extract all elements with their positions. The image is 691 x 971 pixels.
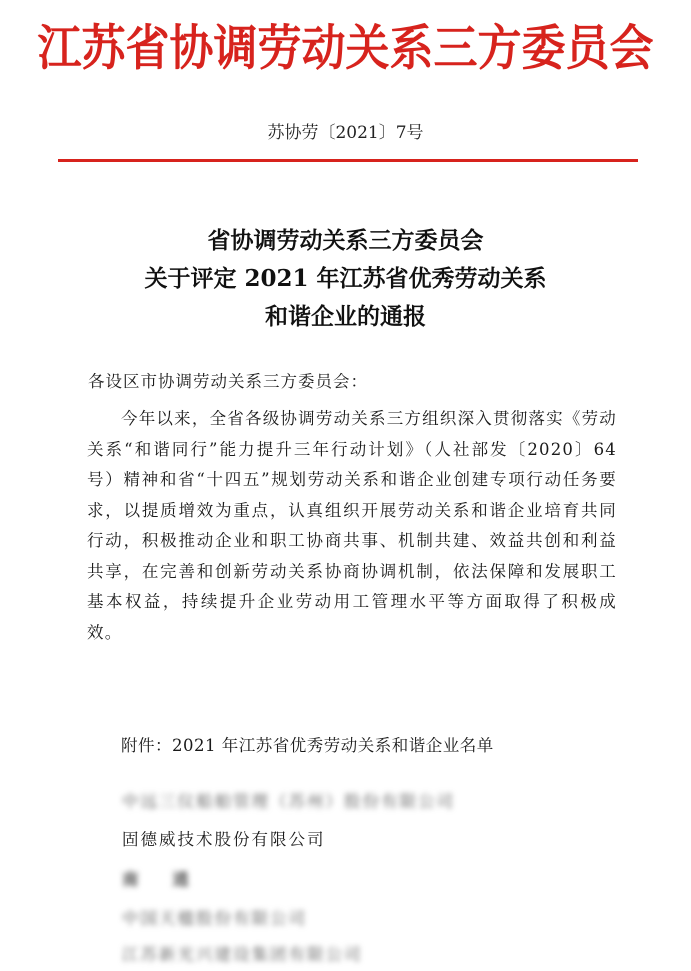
company-list-item: 中国天楹股份有限公司 <box>122 909 307 928</box>
company-list-item: 固德威技术股份有限公司 <box>122 830 326 849</box>
attachment-line: 附件：2021 年江苏省优秀劳动关系和谐企业名单 <box>121 736 494 755</box>
body-paragraph: 今年以来，全省各级协调劳动关系三方组织深入贯彻落实《劳动关系“和谐同行”能力提升三年行动计划》（人社部发〔2020〕64 号）精神和省“十四五”规划劳动关系和谐企业创建专项行动任务要求，以提质增效为重点，认真组织开展劳动关系和谐企业培育共同行动，积极推动企业和职工协商共事、机制共建、效益共创和利益共享，在完善和创新劳动关系协商协调机制，依法保障和发展职工基本权益，持续提升企业劳动用工管理水平等方面取得了积极成效。 <box>87 409 617 642</box>
company-list-item: 中远三仪船舶管理（苏州）股份有限公司 <box>122 792 455 811</box>
title-line-2: 关于评定 2021 年江苏省优秀劳动关系 <box>144 265 547 292</box>
org-masthead: 江苏省协调劳动关系三方委员会 <box>37 20 654 77</box>
document-number: 苏协劳〔2021〕7号 <box>267 123 424 143</box>
salutation: 各设区市协调劳动关系三方委员会： <box>88 372 368 391</box>
document-title <box>0 222 691 336</box>
title-line-3: 和谐企业的通报 <box>265 303 426 330</box>
region-heading: 南 通 <box>122 870 203 889</box>
company-list-item: 江苏新光兴建设集团有限公司 <box>122 945 363 964</box>
title-line-1: 省协调劳动关系三方委员会 <box>207 227 484 254</box>
red-divider-line <box>58 159 638 162</box>
